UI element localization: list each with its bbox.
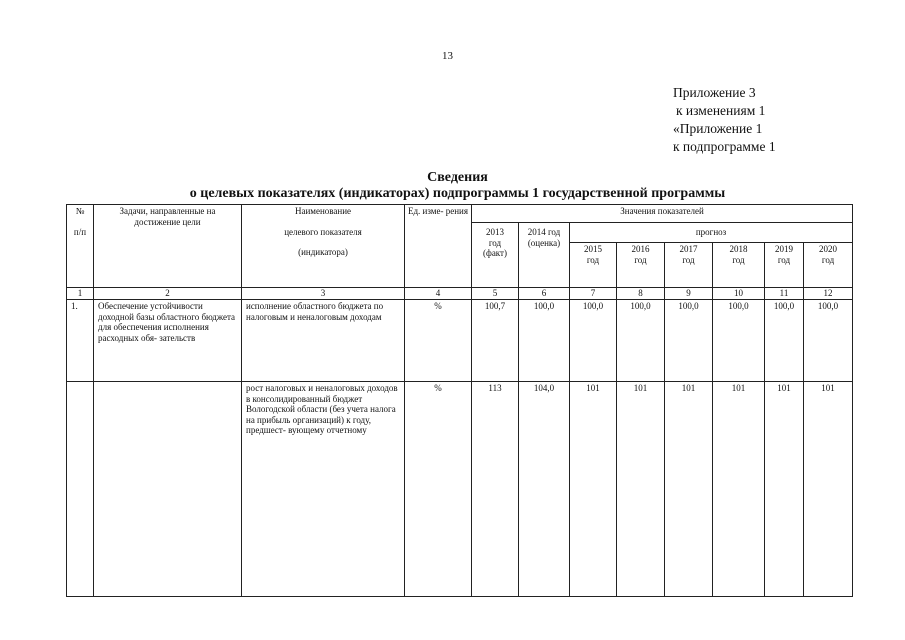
column-number: 12 xyxy=(804,288,853,300)
header-text: год xyxy=(777,254,791,265)
header-tasks: Задачи, направленные на достижение цели xyxy=(94,205,242,288)
row-value: 101 xyxy=(713,382,765,597)
header-text: 2019 xyxy=(775,244,793,254)
document-subtitle: о целевых показателях (индикаторах) подпрограммы 1 государственной программы xyxy=(189,186,726,201)
header-num xyxy=(67,205,94,288)
header-text: 2014 год xyxy=(527,227,561,237)
column-number: 11 xyxy=(765,288,804,300)
header-text: 2017 xyxy=(679,244,698,254)
header-text: год xyxy=(682,254,695,265)
row-value: 101 xyxy=(765,382,804,597)
header-text: год xyxy=(821,254,835,265)
column-number: 9 xyxy=(665,288,713,300)
column-number: 5 xyxy=(472,288,519,300)
header-2013 xyxy=(472,223,519,288)
header-text: 2015 xyxy=(584,244,602,254)
header-2019 xyxy=(765,243,804,288)
row-value: 101 xyxy=(804,382,853,597)
row-unit: % xyxy=(405,382,472,597)
row-task: Обеспечение устойчивости доходной базы областного бюджета для обеспечения исполнения расходных обя- зательств xyxy=(94,300,242,382)
row-value: 100,0 xyxy=(519,300,570,382)
header-text: год xyxy=(586,254,600,265)
row-value: 101 xyxy=(617,382,665,597)
header-text: (индикатора) xyxy=(298,247,348,257)
header-text: год xyxy=(488,237,502,248)
row-value: 100,0 xyxy=(617,300,665,382)
column-numbers-row xyxy=(67,288,853,300)
header-2014 xyxy=(519,223,570,288)
row-value: 101 xyxy=(665,382,713,597)
row-value: 104,0 xyxy=(519,382,570,597)
header-text: Наименование xyxy=(294,206,352,216)
appendix-line: «Приложение 1 xyxy=(673,121,763,136)
header-text: 2013 xyxy=(486,227,504,237)
row-unit: % xyxy=(405,300,472,382)
column-number: 1 xyxy=(67,288,94,300)
row-number: 1. xyxy=(67,300,94,382)
row-indicator: рост налоговых и неналоговых доходов в консолидированный бюджет Вологодской области (без учета налога на прибыль организаций) к году, предшест- вующему отчетному xyxy=(242,382,405,597)
row-task xyxy=(94,382,242,597)
row-value: 100,0 xyxy=(713,300,765,382)
column-number: 6 xyxy=(519,288,570,300)
row-value: 101 xyxy=(570,382,617,597)
table-row xyxy=(67,382,853,597)
header-2015 xyxy=(570,243,617,288)
header-unit: Ед. изме- рения xyxy=(405,205,472,288)
table-row xyxy=(67,300,853,382)
row-indicator: исполнение областного бюджета по налоговым и неналоговым доходам xyxy=(242,300,405,382)
header-forecast: прогноз xyxy=(570,223,853,243)
header-text: целевого показателя xyxy=(284,226,362,237)
header-2016 xyxy=(617,243,665,288)
header-2017 xyxy=(665,243,713,288)
header-text: № xyxy=(75,206,85,216)
header-text: (оценка) xyxy=(527,237,561,248)
header-text: 2018 xyxy=(729,244,748,254)
header-2018 xyxy=(713,243,765,288)
row-number xyxy=(67,382,94,597)
header-text: год xyxy=(634,254,647,265)
row-value: 100,7 xyxy=(472,300,519,382)
header-text: 2020 xyxy=(819,244,838,254)
row-value: 113 xyxy=(472,382,519,597)
header-2020 xyxy=(804,243,853,288)
header-text: п/п xyxy=(73,226,87,237)
page-number: 13 xyxy=(442,50,453,62)
row-value: 100,0 xyxy=(665,300,713,382)
indicators-table xyxy=(66,204,853,597)
column-number: 3 xyxy=(242,288,405,300)
header-text: год xyxy=(732,254,745,265)
row-value: 100,0 xyxy=(765,300,804,382)
header-text: 2016 xyxy=(631,244,650,254)
header-text: (факт) xyxy=(482,248,507,258)
document-title: Сведения xyxy=(427,170,488,185)
column-number: 10 xyxy=(713,288,765,300)
column-number: 8 xyxy=(617,288,665,300)
header-row xyxy=(67,205,853,223)
row-value: 100,0 xyxy=(804,300,853,382)
appendix-line: к подпрограмме 1 xyxy=(673,139,776,154)
column-number: 4 xyxy=(405,288,472,300)
column-number: 2 xyxy=(94,288,242,300)
appendix-line: Приложение 3 xyxy=(673,85,756,100)
header-indicator xyxy=(242,205,405,288)
row-value: 100,0 xyxy=(570,300,617,382)
header-values: Значения показателей xyxy=(472,205,853,223)
appendix-block xyxy=(673,84,776,156)
appendix-line: к изменениям 1 xyxy=(676,103,766,118)
column-number: 7 xyxy=(570,288,617,300)
